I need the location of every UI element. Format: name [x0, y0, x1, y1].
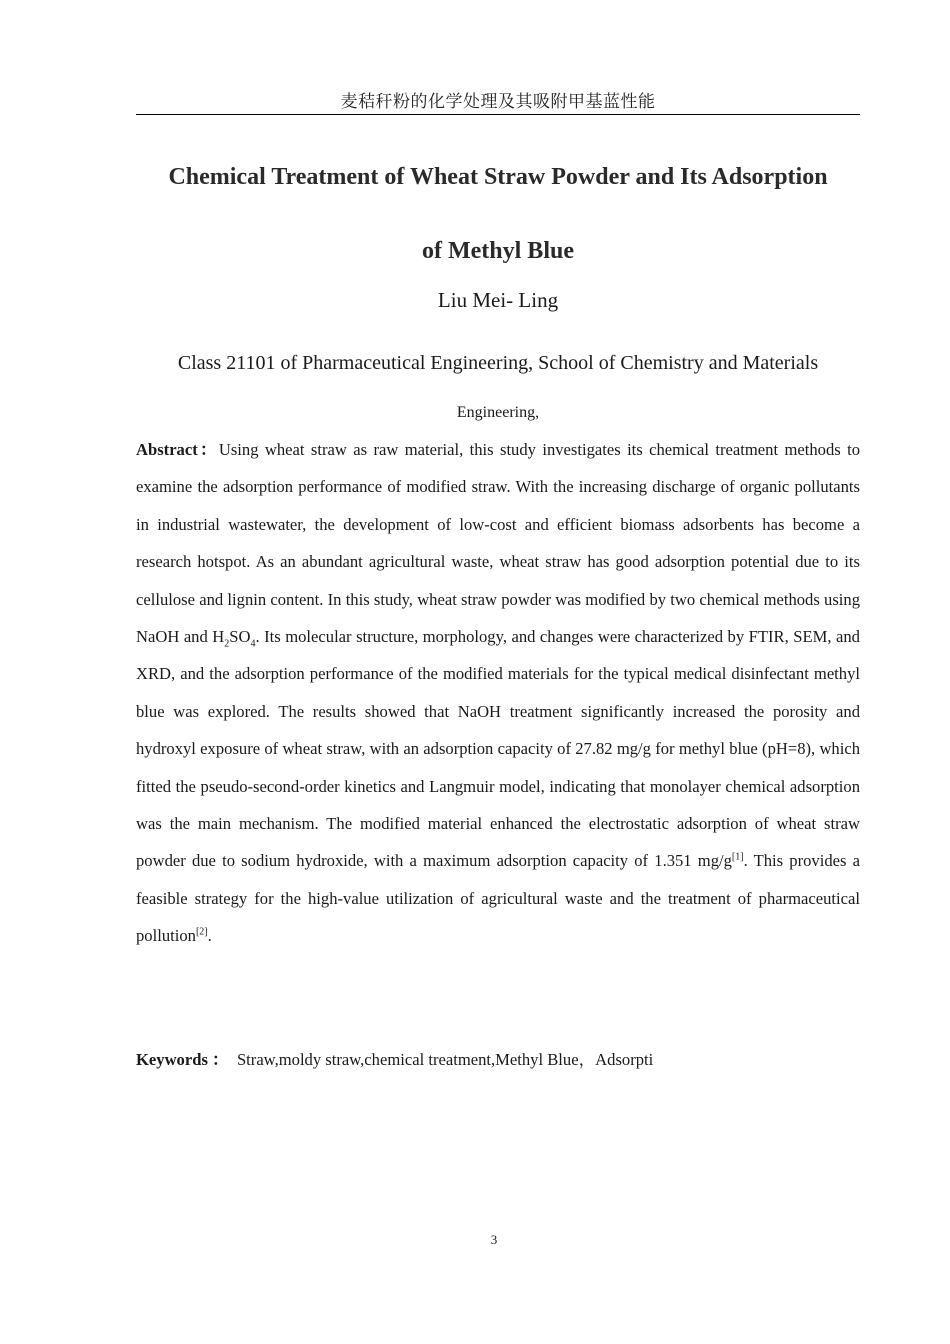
abstract-text-3: . Its molecular structure, morphology, and changes were characterized by FTIR, SEM, and XRD, and the adsorption performance of the modified materials for the typical medical disinfectant methyl blue was explored. The results showed that NaOH treatment significantly increased the porosity and hydroxyl exposure of wheat straw, with an adsorption capacity of 27.82 mg/g for methyl blue (pH=8), which fitted the pseudo-second-order kinetics and Langmuir model, indicating that monolayer chemical adsorption was the main mechanism. The modified material enhanced the electrostatic adsorption of wheat straw powder due to sodium hydroxide, with a maximum adsorption capacity of 1.351 mg/g: [136, 627, 860, 871]
paper-title: [136, 140, 860, 288]
affiliation-line-1: Class 21101 of Pharmaceutical Engineering, School of Chemistry and Materials: [177, 352, 819, 374]
running-header: 麦秸秆粉的化学处理及其吸附甲基蓝性能: [340, 92, 656, 112]
affiliation-line-2: Engineering,: [456, 404, 540, 421]
abstract-label: Abstract：: [136, 440, 219, 459]
subscript-2: 2: [224, 638, 230, 650]
title-line-2: of Methyl Blue: [422, 238, 574, 264]
keywords-line: [136, 1046, 860, 1074]
author-name: Liu Mei- Ling: [437, 288, 559, 312]
header-rule: [136, 114, 860, 115]
keywords-text: Straw,moldy straw,chemical treatment,Methyl Blue，Adsorpti: [236, 1050, 654, 1069]
citation-1: [1]: [731, 851, 744, 863]
abstract-text-2: SO: [229, 627, 251, 647]
abstract-text-1: Using wheat straw as raw material, this study investigates its chemical treatment methods to examine the adsorption performance of modified straw. With the increasing discharge of organic pollutants in industrial wastewater, the development of low-cost and efficient biomass adsorbents has become a research hotspot. As an abundant agricultural waste, wheat straw has good adsorption potential due to its cellulose and lignin content. In this study, wheat straw powder was modified by two chemical methods using NaOH and H: [136, 440, 861, 647]
abstract-paragraph: [136, 431, 860, 955]
page-number: 3: [490, 1232, 498, 1247]
title-line-1: Chemical Treatment of Wheat Straw Powder and Its Adsorption: [168, 164, 828, 190]
abstract-text-5: .: [207, 926, 212, 946]
keywords-label: Keywords ：: [136, 1050, 229, 1069]
subscript-4: 4: [250, 638, 256, 650]
abstract-text-4: . This provides a feasible strategy for the high-value utilization of agricultural waste and the treatment of pharmaceutical pollution: [136, 851, 860, 946]
citation-2: [2]: [195, 926, 208, 938]
